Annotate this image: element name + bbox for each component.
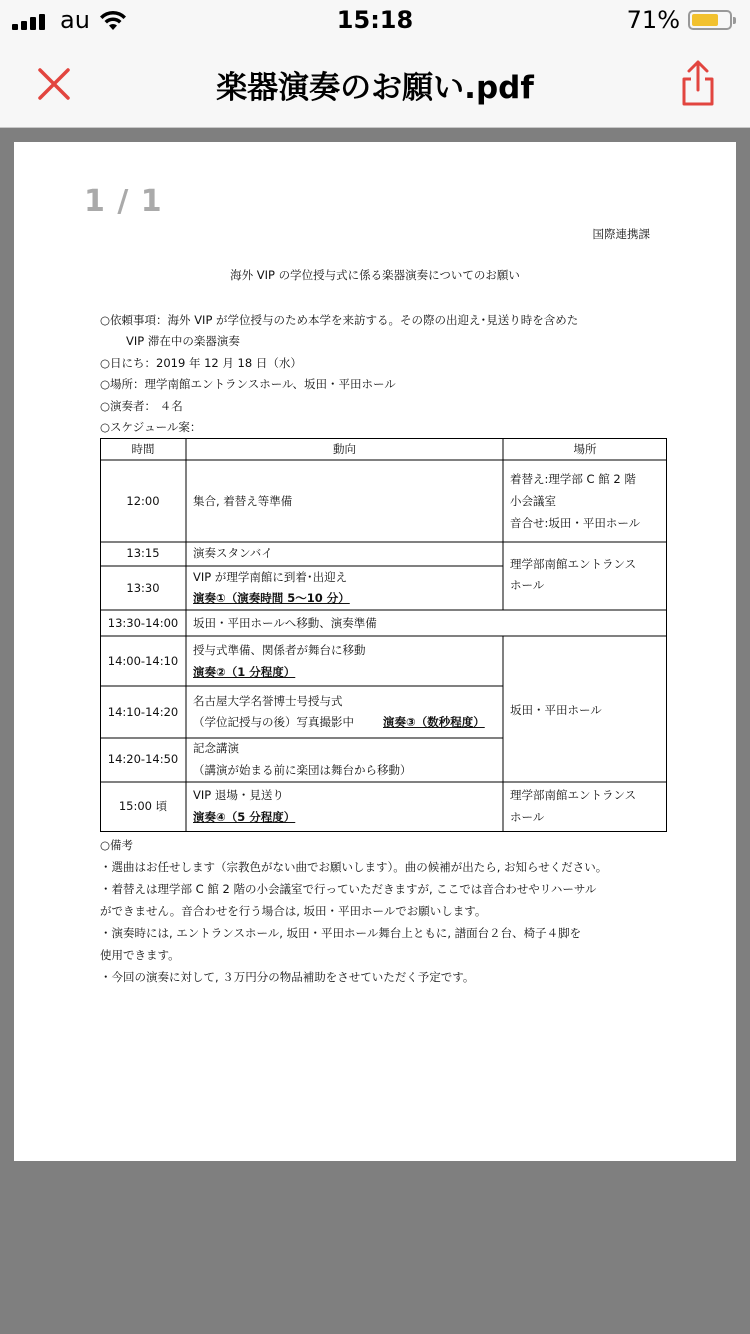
activity-cell: 授与式準備、関係者が舞台に移動 bbox=[193, 643, 366, 657]
col-header-place: 場所 bbox=[573, 442, 597, 456]
notes-line: ・演奏時には, エントランスホール, 坂田・平田ホール舞台上ともに, 譜面台２台、椅子４脚を bbox=[100, 926, 582, 940]
activity-cell: 演奏スタンバイ bbox=[193, 546, 273, 560]
place-cell: 理学部南館エントランス bbox=[510, 557, 637, 571]
activity-cell: VIP が理学南館に到着･出迎え bbox=[193, 570, 348, 584]
schedule-table bbox=[100, 438, 667, 832]
col-header-activity: 動向 bbox=[333, 442, 356, 456]
clock: 15:18 bbox=[336, 6, 414, 34]
place-line: ○場所：理学南館エントランスホール、坂田・平田ホール bbox=[100, 377, 396, 391]
activity-cell: 演奏④（5 分程度） bbox=[193, 810, 296, 824]
notes-section bbox=[100, 834, 720, 988]
place-cell: 着替え:理学部 C 館 2 階 bbox=[510, 472, 636, 486]
activity-cell: 記念講演 bbox=[193, 741, 239, 755]
activity-cell: 集合, 着替え等準備 bbox=[193, 494, 293, 508]
notes-line: ができません。音合わせを行う場合は, 坂田・平田ホールでお願いします。 bbox=[100, 904, 487, 918]
request-line-1: ○依頼事項：海外 VIP が学位授与のため本学を来訪する。その際の出迎え･見送り時を含めた bbox=[100, 313, 579, 327]
performers-line: ○演奏者： ４名 bbox=[100, 399, 183, 413]
share-button[interactable] bbox=[676, 56, 720, 110]
share-icon bbox=[676, 56, 720, 110]
time-cell: 14:20-14:50 bbox=[107, 752, 179, 766]
activity-cell: 演奏①（演奏時間 5～10 分） bbox=[193, 591, 350, 605]
place-cell: 音合せ:坂田・平田ホール bbox=[510, 516, 641, 530]
place-cell: ホール bbox=[510, 810, 545, 824]
time-cell: 12:00 bbox=[126, 494, 160, 508]
date-line: ○日にち：2019 年 12 月 18 日（水） bbox=[100, 356, 302, 370]
notes-line: ○備考 bbox=[100, 838, 134, 852]
time-cell: 13:30 bbox=[126, 581, 160, 595]
activity-cell: 演奏③（数秒程度） bbox=[383, 715, 485, 729]
activity-cell: （学位記授与の後）写真撮影中 bbox=[193, 715, 354, 729]
place-cell: ホール bbox=[510, 578, 545, 592]
pdf-page[interactable] bbox=[14, 142, 736, 1161]
place-cell: 理学部南館エントランス bbox=[510, 788, 637, 802]
time-cell: 14:00-14:10 bbox=[107, 654, 179, 668]
place-cell: 坂田・平田ホール bbox=[510, 703, 602, 717]
activity-cell: 名古屋大学名誉博士号授与式 bbox=[193, 694, 343, 708]
activity-cell: 坂田・平田ホールへ移動、演奏準備 bbox=[193, 616, 377, 630]
time-cell: 15:00 頃 bbox=[118, 799, 168, 813]
col-header-time: 時間 bbox=[131, 442, 155, 456]
notes-line: ・選曲はお任せします（宗教色がない曲でお願いします）。曲の候補が出たら, お知らせください。 bbox=[100, 860, 608, 874]
carrier-label: au bbox=[60, 6, 90, 34]
place-cell: 小会議室 bbox=[510, 494, 556, 508]
request-line-2: VIP 滞在中の楽器演奏 bbox=[126, 334, 240, 348]
time-cell: 13:30-14:00 bbox=[107, 616, 179, 630]
battery-percent: 71% bbox=[626, 6, 680, 34]
department-label: 国際連携課 bbox=[592, 227, 650, 241]
time-cell: 13:15 bbox=[126, 546, 160, 560]
document-title: 楽器演奏のお願い.pdf bbox=[216, 70, 534, 106]
schedule-label: ○スケジュール案： bbox=[100, 420, 202, 434]
activity-cell: （講演が始まる前に楽団は舞台から移動） bbox=[193, 763, 412, 777]
battery-icon bbox=[688, 10, 732, 30]
notes-line: 使用できます。 bbox=[100, 948, 180, 962]
notes-line: ・着替えは理学部 C 館 2 階の小会議室で行っていただきますが, ここでは音合わせやリハーサル bbox=[100, 882, 597, 896]
activity-cell: VIP 退場・見送り bbox=[193, 788, 284, 802]
doc-heading: 海外 VIP の学位授与式に係る楽器演奏についてのお願い bbox=[230, 268, 520, 282]
status-bar bbox=[0, 0, 750, 40]
page-indicator: 1 / 1 bbox=[84, 184, 163, 219]
notes-line: ・今回の演奏に対して, ３万円分の物品補助をさせていただく予定です。 bbox=[100, 970, 475, 984]
nav-bar bbox=[0, 40, 750, 128]
time-cell: 14:10-14:20 bbox=[107, 705, 179, 719]
activity-cell: 演奏②（1 分程度） bbox=[193, 665, 296, 679]
